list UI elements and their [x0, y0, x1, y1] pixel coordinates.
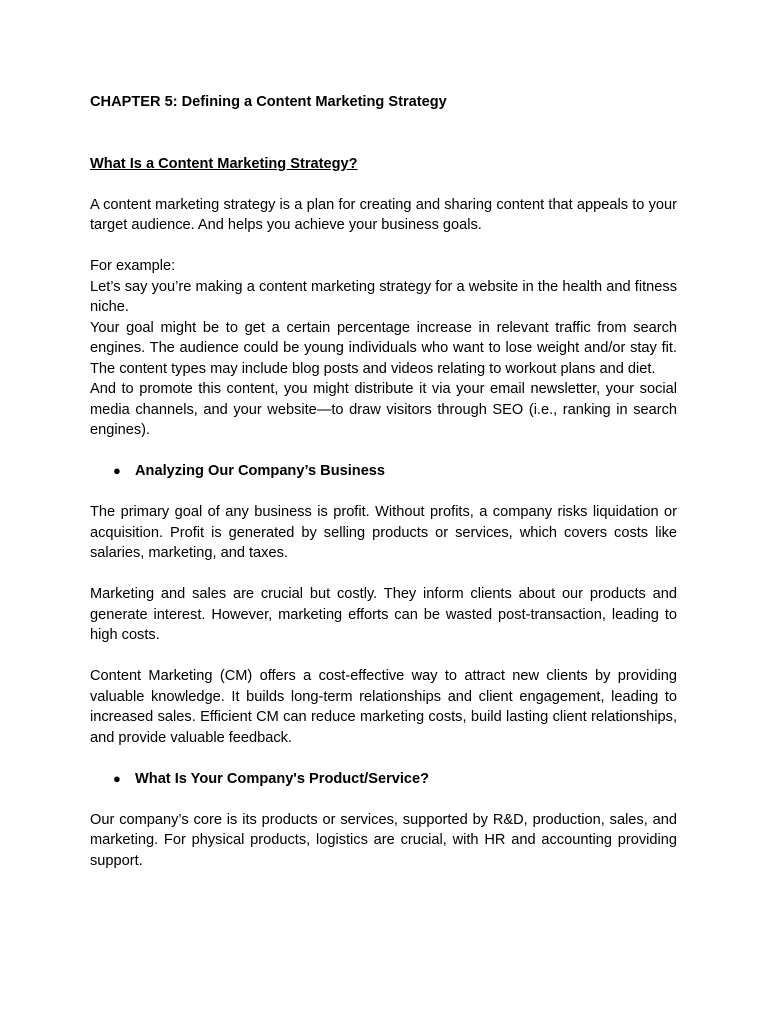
example-label: For example:	[90, 258, 176, 274]
example-paragraph-2: Your goal might be to get a certain percentage increase in relevant traffic from search engines. The audience could be young individuals who want to lose weight and/or stay fit. The content types may include blog posts and videos relating to workout plans and diet.	[90, 319, 677, 377]
bullet-heading-2: What Is Your Company's Product/Service?	[135, 770, 430, 787]
product-paragraph-1: Our company’s core is its products or services, supported by R&D, production, sales, and marketing. For physical products, logistics are crucial, with HR and accounting providing support.	[90, 811, 677, 869]
example-paragraph-1: Let’s say you’re making a content marketing strategy for a website in the health and fitness niche.	[90, 278, 677, 315]
business-paragraph-1: The primary goal of any business is profit. Without profits, a company risks liquidation or acquisition. Profit is generated by selling products or services, which covers costs like salaries, marketing, and taxes.	[90, 504, 677, 561]
section-heading: What Is a Content Marketing Strategy?	[90, 155, 358, 172]
intro-paragraph: A content marketing strategy is a plan for creating and sharing content that appeals to your target audience. And helps you achieve your business goals.	[90, 196, 677, 233]
bullet-product-service	[90, 769, 677, 790]
document-page	[90, 92, 677, 871]
chapter-title: CHAPTER 5: Defining a Content Marketing Strategy	[90, 94, 447, 110]
bullet-heading-1: Analyzing Our Company’s Business	[135, 463, 386, 479]
example-paragraph-3: And to promote this content, you might distribute it via your email newsletter, your social media channels, and your website—to draw visitors through SEO (i.e., ranking in search engines).	[90, 381, 677, 438]
bullet-analyzing-business	[90, 461, 677, 482]
business-paragraph-2: Marketing and sales are crucial but costly. They inform clients about our products and generate interest. However, marketing efforts can be wasted post-transaction, leading to high costs.	[90, 586, 677, 643]
bullet-icon: ●	[113, 770, 121, 786]
business-paragraph-3: Content Marketing (CM) offers a cost-effective way to attract new clients by providing valuable knowledge. It builds long-term relationships and client engagement, leading to increased sales. Efficient CM can reduce marketing costs, build lasting client relationships, and provide valuable feedback.	[90, 668, 677, 746]
bullet-icon: ●	[113, 463, 121, 478]
